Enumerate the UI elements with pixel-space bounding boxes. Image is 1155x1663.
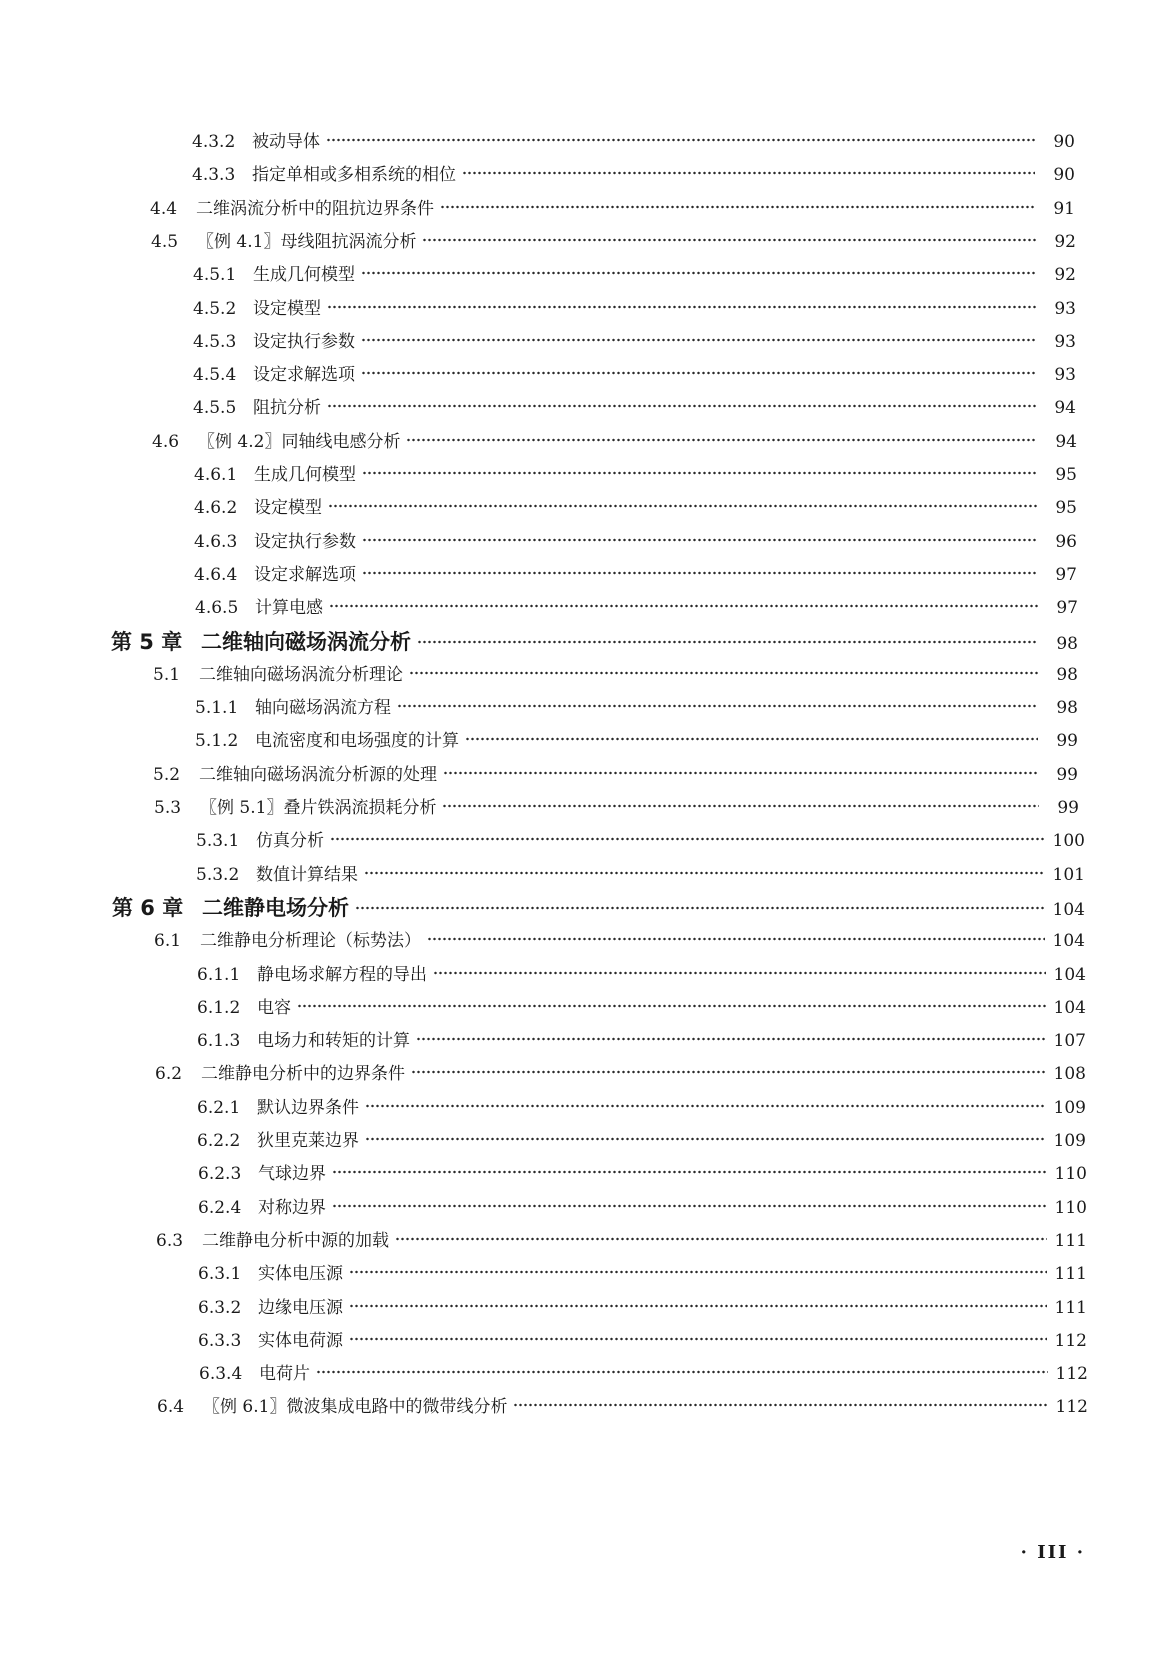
toc-entry-page: 90 (1053, 132, 1075, 152)
toc-entry-number: 5.3.2 (196, 864, 240, 885)
toc-entry-title: 电流密度和电场强度的计算 (255, 731, 459, 752)
toc-section-row (154, 791, 1079, 825)
toc-subsection-row (197, 1024, 1086, 1058)
toc-entry-number: 5.1 (153, 664, 181, 685)
toc-subsection-row (198, 1324, 1087, 1358)
toc-entry-title: 设定模型 (254, 498, 322, 519)
toc-entry-title: 二维轴向磁场涡流分析 (201, 629, 411, 654)
toc-subsection-row (196, 858, 1085, 892)
dot-leader (349, 1269, 1047, 1275)
toc-entry-title: 阻抗分析 (253, 398, 321, 419)
toc-entry-number: 6.1.3 (197, 1031, 241, 1052)
toc-entry-title: 电容 (257, 997, 291, 1018)
toc-subsection-row (192, 125, 1075, 159)
dot-leader (422, 237, 1036, 243)
toc-section-row (156, 1224, 1087, 1258)
toc-entry-title: 仿真分析 (256, 831, 324, 852)
toc-entry-number: 6.3.2 (198, 1297, 242, 1318)
toc-entry-title: 狄里克莱边界 (257, 1131, 359, 1151)
toc-subsection-row (199, 1357, 1088, 1391)
toc-entry-page: 98 (1056, 664, 1078, 685)
toc-entry-title: 生成几何模型 (253, 265, 355, 286)
dot-leader (362, 570, 1037, 576)
dot-leader (409, 670, 1038, 676)
toc-entry-title: 设定执行参数 (253, 331, 355, 352)
toc-entry-number: 4.5.5 (193, 398, 237, 419)
toc-section-row (152, 425, 1077, 459)
toc-entry-page: 108 (1053, 1064, 1086, 1085)
dot-leader (440, 204, 1035, 210)
toc-subsection-row (198, 1291, 1087, 1325)
toc-entry-page: 111 (1054, 1264, 1087, 1285)
toc-subsection-row (195, 591, 1078, 625)
toc-entry-page: 112 (1055, 1364, 1088, 1385)
page-number-folio: · III · (1020, 1542, 1085, 1563)
toc-entry-page: 95 (1055, 498, 1077, 519)
toc-entry-number: 6.2.1 (197, 1097, 241, 1118)
toc-section-row (155, 1057, 1086, 1091)
dot-leader (330, 836, 1045, 842)
toc-entry-number: 4.6.4 (194, 564, 238, 585)
toc-entry-page: 97 (1055, 564, 1077, 585)
toc-entry-title: 电场力和转矩的计算 (257, 1031, 410, 1052)
toc-entry-title: 二维静电分析中源的加载 (202, 1230, 389, 1251)
toc-chapter-row (111, 625, 1078, 659)
toc-entry-title: 边缘电压源 (258, 1297, 343, 1318)
toc-entry-title: 〖例 4.1〗母线阻抗涡流分析 (197, 231, 417, 252)
toc-entry-title: 〖例 4.2〗同轴线电感分析 (198, 431, 401, 452)
toc-section-row (151, 225, 1076, 259)
toc-entry-title: 设定求解选项 (254, 564, 356, 585)
toc-entry-number: 6.4 (157, 1397, 185, 1418)
toc-subsection-row (193, 325, 1076, 359)
toc-entry-title: 静电场求解方程的导出 (257, 964, 427, 985)
toc-subsection-row (194, 458, 1077, 492)
toc-entry-page: 91 (1053, 198, 1075, 219)
dot-leader (349, 1336, 1047, 1342)
toc-entry-page: 112 (1054, 1330, 1087, 1351)
toc-entry-number: 4.5.3 (193, 331, 237, 352)
toc-entry-number: 4.3.3 (192, 165, 236, 186)
toc-section-row (150, 192, 1075, 226)
dot-leader (316, 1369, 1048, 1375)
toc-entry-title: 数值计算结果 (256, 864, 358, 885)
toc-entry-number: 第 6 章 (112, 895, 184, 920)
toc-entry-number: 4.6.3 (194, 531, 238, 552)
dot-leader (332, 1169, 1047, 1175)
toc-entry-number: 6.3.4 (199, 1364, 243, 1385)
toc-entry-title: 轴向磁场涡流方程 (255, 698, 391, 719)
toc-entry-number: 4.4 (150, 198, 178, 219)
toc-subsection-row (194, 491, 1077, 525)
toc-entry-page: 92 (1054, 231, 1076, 252)
dot-leader (411, 1069, 1046, 1075)
toc-entry-page: 104 (1052, 931, 1085, 952)
toc-subsection-row (198, 1257, 1087, 1291)
toc-entry-title: 二维静电分析理论（标势法） (200, 931, 421, 952)
dot-leader (406, 437, 1037, 443)
toc-entry-page: 95 (1055, 465, 1077, 485)
toc-entry-title: 设定求解选项 (253, 365, 355, 386)
toc-subsection-row (195, 724, 1078, 758)
dot-leader (443, 770, 1038, 776)
toc-entry-page: 101 (1052, 864, 1085, 885)
toc-entry-page: 110 (1054, 1197, 1087, 1218)
dot-leader (327, 304, 1036, 310)
toc-entry-number: 6.2.2 (197, 1131, 241, 1151)
dot-leader (349, 1303, 1047, 1309)
dot-leader (328, 503, 1037, 509)
dot-leader (361, 370, 1036, 376)
toc-section-row (154, 924, 1085, 958)
toc-entry-number: 6.3 (156, 1230, 184, 1251)
toc-entry-page: 93 (1054, 365, 1076, 386)
toc-entry-page: 93 (1054, 331, 1076, 352)
dot-leader (329, 603, 1038, 609)
dot-leader (364, 870, 1045, 876)
toc-entry-page: 98 (1056, 633, 1078, 654)
toc-entry-page: 100 (1052, 831, 1085, 852)
dot-leader (362, 537, 1037, 543)
toc-entry-number: 第 5 章 (111, 629, 183, 654)
dot-leader (361, 270, 1036, 276)
dot-leader (365, 1103, 1046, 1109)
toc-entry-page: 96 (1055, 531, 1077, 552)
toc-subsection-row (193, 391, 1076, 425)
toc-entry-page: 92 (1054, 265, 1076, 286)
toc-entry-number: 6.2.4 (198, 1197, 242, 1218)
toc-entry-number: 5.1.1 (195, 698, 239, 719)
toc-entry-page: 94 (1054, 398, 1076, 419)
toc-entry-title: 〖例 5.1〗叠片铁涡流损耗分析 (200, 798, 437, 818)
dot-leader (442, 803, 1039, 809)
toc-section-row (153, 758, 1078, 792)
toc-entry-page: 112 (1055, 1397, 1088, 1418)
dot-leader (327, 403, 1036, 409)
toc-entry-number: 4.5.4 (193, 365, 237, 386)
toc-subsection-row (193, 292, 1076, 326)
toc-subsection-row (197, 991, 1086, 1025)
toc-chapter-row (112, 891, 1085, 925)
dot-leader (397, 703, 1038, 709)
toc-entry-page: 104 (1053, 964, 1086, 985)
dot-leader (427, 936, 1045, 942)
toc-entry-page: 107 (1053, 1031, 1086, 1052)
dot-leader (417, 639, 1038, 645)
dot-leader (513, 1402, 1048, 1408)
toc-subsection-row (193, 358, 1076, 392)
toc-entry-page: 109 (1053, 1097, 1086, 1118)
toc-entry-title: 计算电感 (255, 598, 323, 619)
toc-entry-number: 6.1.2 (197, 997, 241, 1018)
toc-entry-page: 99 (1056, 731, 1078, 752)
toc-entry-title: 二维静电分析中的边界条件 (201, 1064, 405, 1085)
dot-leader (355, 905, 1045, 911)
toc-subsection-row (198, 1157, 1087, 1191)
dot-leader (332, 1203, 1047, 1209)
toc-entry-number: 4.5 (151, 231, 179, 252)
toc-entry-title: 实体电荷源 (258, 1330, 343, 1351)
toc-entry-number: 4.6.5 (195, 598, 239, 619)
toc-entry-number: 6.1.1 (197, 964, 241, 985)
toc-entry-number: 6.2.3 (198, 1164, 242, 1185)
toc-entry-page: 99 (1056, 764, 1078, 785)
toc-entry-number: 4.5.1 (193, 265, 237, 286)
dot-leader (465, 736, 1038, 742)
toc-entry-title: 指定单相或多相系统的相位 (252, 165, 456, 186)
toc-subsection-row (195, 691, 1078, 725)
toc-entry-title: 默认边界条件 (257, 1097, 359, 1118)
dot-leader (433, 970, 1046, 976)
toc-subsection-row (197, 1124, 1086, 1158)
toc-entry-number: 5.3 (154, 798, 182, 818)
dot-leader (362, 470, 1037, 476)
dot-leader (326, 137, 1035, 143)
toc-section-row (157, 1390, 1088, 1424)
toc-entry-title: 电荷片 (259, 1364, 310, 1385)
toc-entry-number: 6.3.3 (198, 1330, 242, 1351)
toc-subsection-row (193, 258, 1076, 292)
toc-entry-number: 6.2 (155, 1064, 183, 1085)
toc-entry-page: 97 (1056, 598, 1078, 619)
toc-entry-title: 气球边界 (258, 1164, 326, 1185)
toc-entry-title: 二维静电场分析 (202, 895, 349, 920)
toc-entry-title: 二维轴向磁场涡流分析源的处理 (199, 764, 437, 785)
toc-entry-title: 实体电压源 (258, 1264, 343, 1285)
toc-entry-page: 110 (1054, 1164, 1087, 1185)
toc-entry-title: 〖例 6.1〗微波集成电路中的微带线分析 (203, 1397, 508, 1418)
toc-entry-number: 4.6.2 (194, 498, 238, 519)
toc-entry-page: 94 (1055, 431, 1077, 452)
toc-entry-page: 93 (1054, 298, 1076, 319)
toc-entry-number: 6.3.1 (198, 1264, 242, 1285)
toc-entry-title: 被动导体 (252, 132, 320, 152)
toc-subsection-row (192, 158, 1075, 192)
toc-entry-title: 对称边界 (258, 1197, 326, 1218)
dot-leader (462, 170, 1035, 176)
toc-entry-page: 90 (1053, 165, 1075, 186)
toc-entry-page: 104 (1053, 997, 1086, 1018)
toc-subsection-row (196, 824, 1085, 858)
toc-subsection-row (197, 958, 1086, 992)
dot-leader (361, 337, 1036, 343)
toc-entry-title: 二维涡流分析中的阻抗边界条件 (196, 198, 434, 219)
dot-leader (297, 1003, 1046, 1009)
toc-subsection-row (194, 558, 1077, 592)
toc-subsection-row (197, 1091, 1086, 1125)
toc-entry-page: 111 (1054, 1230, 1087, 1251)
toc-entry-number: 5.1.2 (195, 731, 239, 752)
toc-entry-page: 99 (1057, 798, 1079, 818)
toc-entry-page: 111 (1054, 1297, 1087, 1318)
toc-entry-title: 设定执行参数 (254, 531, 356, 552)
toc-entry-page: 98 (1056, 698, 1078, 719)
toc-entry-number: 4.6.1 (194, 465, 238, 485)
toc-entry-number: 5.2 (153, 764, 181, 785)
toc-entry-number: 4.3.2 (192, 132, 236, 152)
toc-subsection-row (198, 1191, 1087, 1225)
toc-entry-title: 设定模型 (253, 298, 321, 319)
toc-entry-page: 104 (1052, 899, 1085, 920)
dot-leader (395, 1236, 1047, 1242)
dot-leader (365, 1136, 1046, 1142)
toc-entry-title: 生成几何模型 (254, 465, 356, 485)
toc-subsection-row (194, 525, 1077, 559)
toc-entry-number: 5.3.1 (196, 831, 240, 852)
toc-entry-number: 6.1 (154, 931, 182, 952)
toc-entry-page: 109 (1053, 1131, 1086, 1151)
dot-leader (416, 1036, 1046, 1042)
toc-section-row (153, 658, 1078, 692)
toc-entry-number: 4.6 (152, 431, 180, 452)
toc-entry-number: 4.5.2 (193, 298, 237, 319)
toc-entry-title: 二维轴向磁场涡流分析理论 (199, 664, 403, 685)
